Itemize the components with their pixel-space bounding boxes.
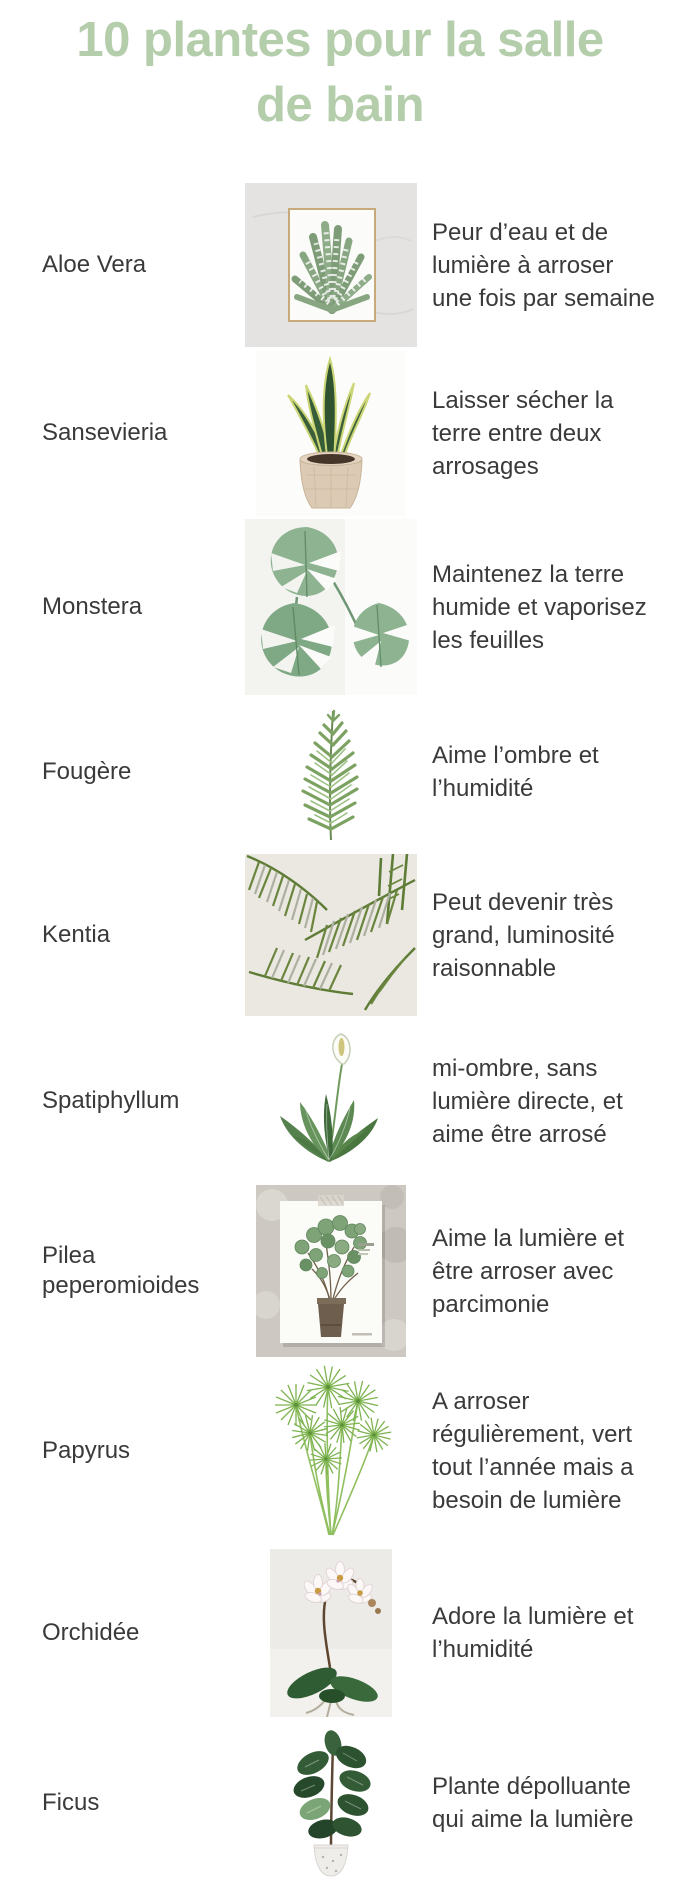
page-title-line2: de bain xyxy=(255,77,425,132)
plant-description: Peur d’eau et de lumière à arroser une fois par semaine xyxy=(432,218,655,312)
plant-name: Papyrus xyxy=(42,1436,131,1464)
plant-name: Ficus xyxy=(42,1788,100,1816)
plant-row-monstera xyxy=(0,517,680,697)
plant-row-sansevieria xyxy=(0,349,680,517)
orchid-icon xyxy=(270,1549,392,1717)
spatiphyllum-image xyxy=(240,1030,422,1172)
page-title xyxy=(10,8,670,137)
sansevieria-icon xyxy=(256,351,406,516)
ficus-image xyxy=(240,1727,422,1879)
papyrus-image xyxy=(240,1365,422,1537)
plant-row-spatiphyllum xyxy=(0,1023,680,1179)
plant-description: Adore la lumière et l’humidité xyxy=(432,1603,634,1664)
plant-description: Plante dépolluante qui aime la lumière xyxy=(432,1773,634,1834)
plant-name: Spatiphyllum xyxy=(42,1086,180,1114)
pilea-image xyxy=(240,1185,422,1357)
papyrus-icon xyxy=(246,1365,416,1537)
aloe-vera-image xyxy=(240,183,422,347)
fern-icon xyxy=(275,703,387,841)
bathroom-plants-infographic xyxy=(0,8,680,1900)
fern-image xyxy=(240,703,422,841)
plant-description: Aime la lumière et être arroser avec parcimonie xyxy=(432,1224,625,1318)
pilea-icon xyxy=(256,1185,406,1357)
kentia-icon xyxy=(245,854,417,1016)
plant-description: Aime l’ombre et l’humidité xyxy=(432,742,599,803)
plant-name: Sansevieria xyxy=(42,418,168,446)
plant-description: Laisser sécher la terre entre deux arrosages xyxy=(432,386,614,480)
plant-description: Maintenez la terre humide et vaporisez les feuilles xyxy=(432,560,647,654)
plant-description: A arroser régulièrement, vert tout l’année mais a besoin de lumière xyxy=(432,1388,634,1515)
monstera-image xyxy=(240,519,422,695)
kentia-image xyxy=(240,854,422,1016)
plant-row-fougere xyxy=(0,697,680,847)
plant-row-ficus xyxy=(0,1727,680,1879)
sansevieria-image xyxy=(240,351,422,516)
plant-name: Orchidée xyxy=(42,1618,140,1646)
plant-description: Peut devenir très grand, luminosité raisonnable xyxy=(432,888,615,982)
plant-name: Pilea peperomioides xyxy=(42,1241,200,1300)
peace-lily-icon xyxy=(266,1030,396,1172)
page-title-line1: 10 plantes pour la salle xyxy=(76,13,604,67)
ficus-icon xyxy=(275,1727,387,1879)
plant-row-orchidee xyxy=(0,1539,680,1727)
aloe-vera-icon xyxy=(245,183,417,347)
orchid-image xyxy=(240,1549,422,1717)
plant-row-papyrus xyxy=(0,1363,680,1539)
plant-name: Fougère xyxy=(42,757,132,785)
plant-row-kentia xyxy=(0,847,680,1023)
plant-description: mi-ombre, sans lumière directe, et aime être arrosé xyxy=(432,1054,623,1148)
plant-row-aloe-vera xyxy=(0,181,680,349)
plant-name: Monstera xyxy=(42,592,143,620)
plant-row-pilea xyxy=(0,1179,680,1363)
monstera-icon xyxy=(245,519,417,695)
plant-name: Kentia xyxy=(42,920,111,948)
plant-name: Aloe Vera xyxy=(42,250,147,278)
